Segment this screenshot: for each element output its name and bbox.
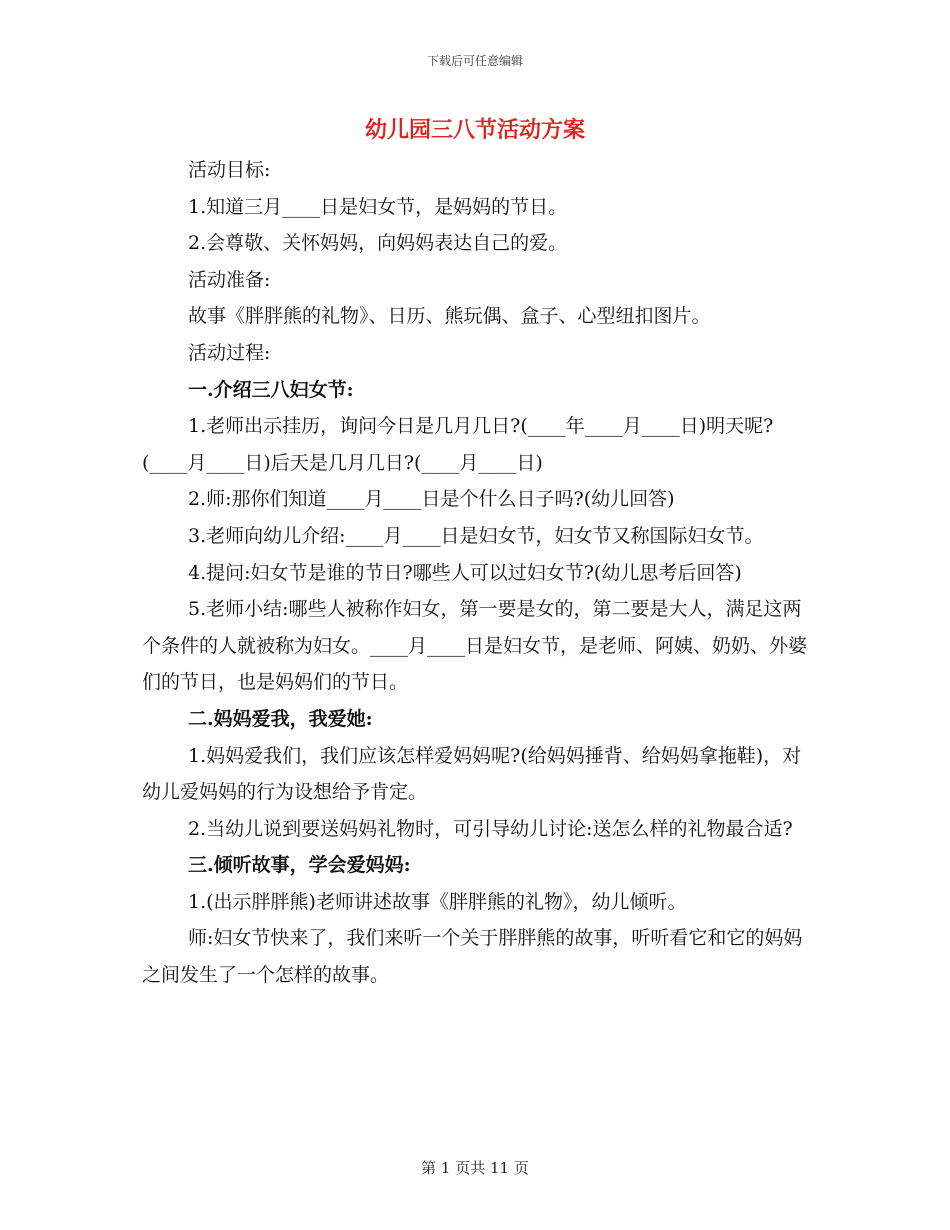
paragraph-1-1: 1.老师出示挂历，询问今日是几月几日?(____年____月____日)明天呢?(____月____日)后天是几月几日?(____月____日) [142,415,774,474]
paragraph-prep-items: 故事《胖胖熊的礼物》、日历、熊玩偶、盒子、心型纽扣图片。 [188,305,711,328]
paragraph-goal-2: 2.会尊敬、关怀妈妈，向妈妈表达自己的爱。 [188,232,568,255]
paragraph-1-5: 5.老师小结:哪些人被称作妇女，第一要是女的，第二要是大人，满足这两个条件的人就被称为妇女。____月____日是妇女节，是老师、阿姨、奶奶、外婆们的节日，也是妈妈们的节日。 [142,598,808,694]
paragraph-prep-heading: 活动准备: [188,268,271,291]
section-heading-2: 二.妈妈爱我，我爱她: [188,707,373,730]
paragraph-3-1: 1.(出示胖胖熊)老师讲述故事《胖胖熊的礼物》，幼儿倾听。 [188,890,687,913]
paragraph-process-heading: 活动过程: [188,341,271,364]
paragraph-3-2: 师:妇女节快来了，我们来听一个关于胖胖熊的故事，听听看它和它的妈妈之间发生了一个怎样的故事。 [142,927,803,987]
page-footer: 第 1 页共 11 页 [421,1159,529,1177]
paragraph-2-2: 2.当幼儿说到要送妈妈礼物时，可引导幼儿讨论:送怎么样的礼物最合适? [188,817,793,840]
document-title: 幼儿园三八节活动方案 [364,117,585,143]
paragraph-1-4: 4.提问:妇女节是谁的节日?哪些人可以过妇女节?(幼儿思考后回答) [188,561,742,584]
page-header: 下载后可任意编辑 [426,54,523,68]
paragraph-goal-heading: 活动目标: [188,159,271,181]
paragraph-1-2: 2.师:那你们知道____月____日是个什么日子吗?(幼儿回答) [188,488,675,511]
paragraph-1-3: 3.老师向幼儿介绍:____月____日是妇女节，妇女节又称国际妇女节。 [188,524,764,547]
document-body [142,152,812,994]
paragraph-goal-1: 1.知道三月____日是妇女节，是妈妈的节日。 [188,195,568,218]
paragraph-2-1: 1.妈妈爱我们，我们应该怎样爱妈妈呢?(给妈妈捶背、给妈妈拿拖鞋)，对幼儿爱妈妈的行为设想给予肯定。 [142,744,802,804]
section-heading-3: 三.倾听故事，学会爱妈妈: [188,854,411,877]
section-heading-1: 一.介绍三八妇女节: [188,378,354,401]
